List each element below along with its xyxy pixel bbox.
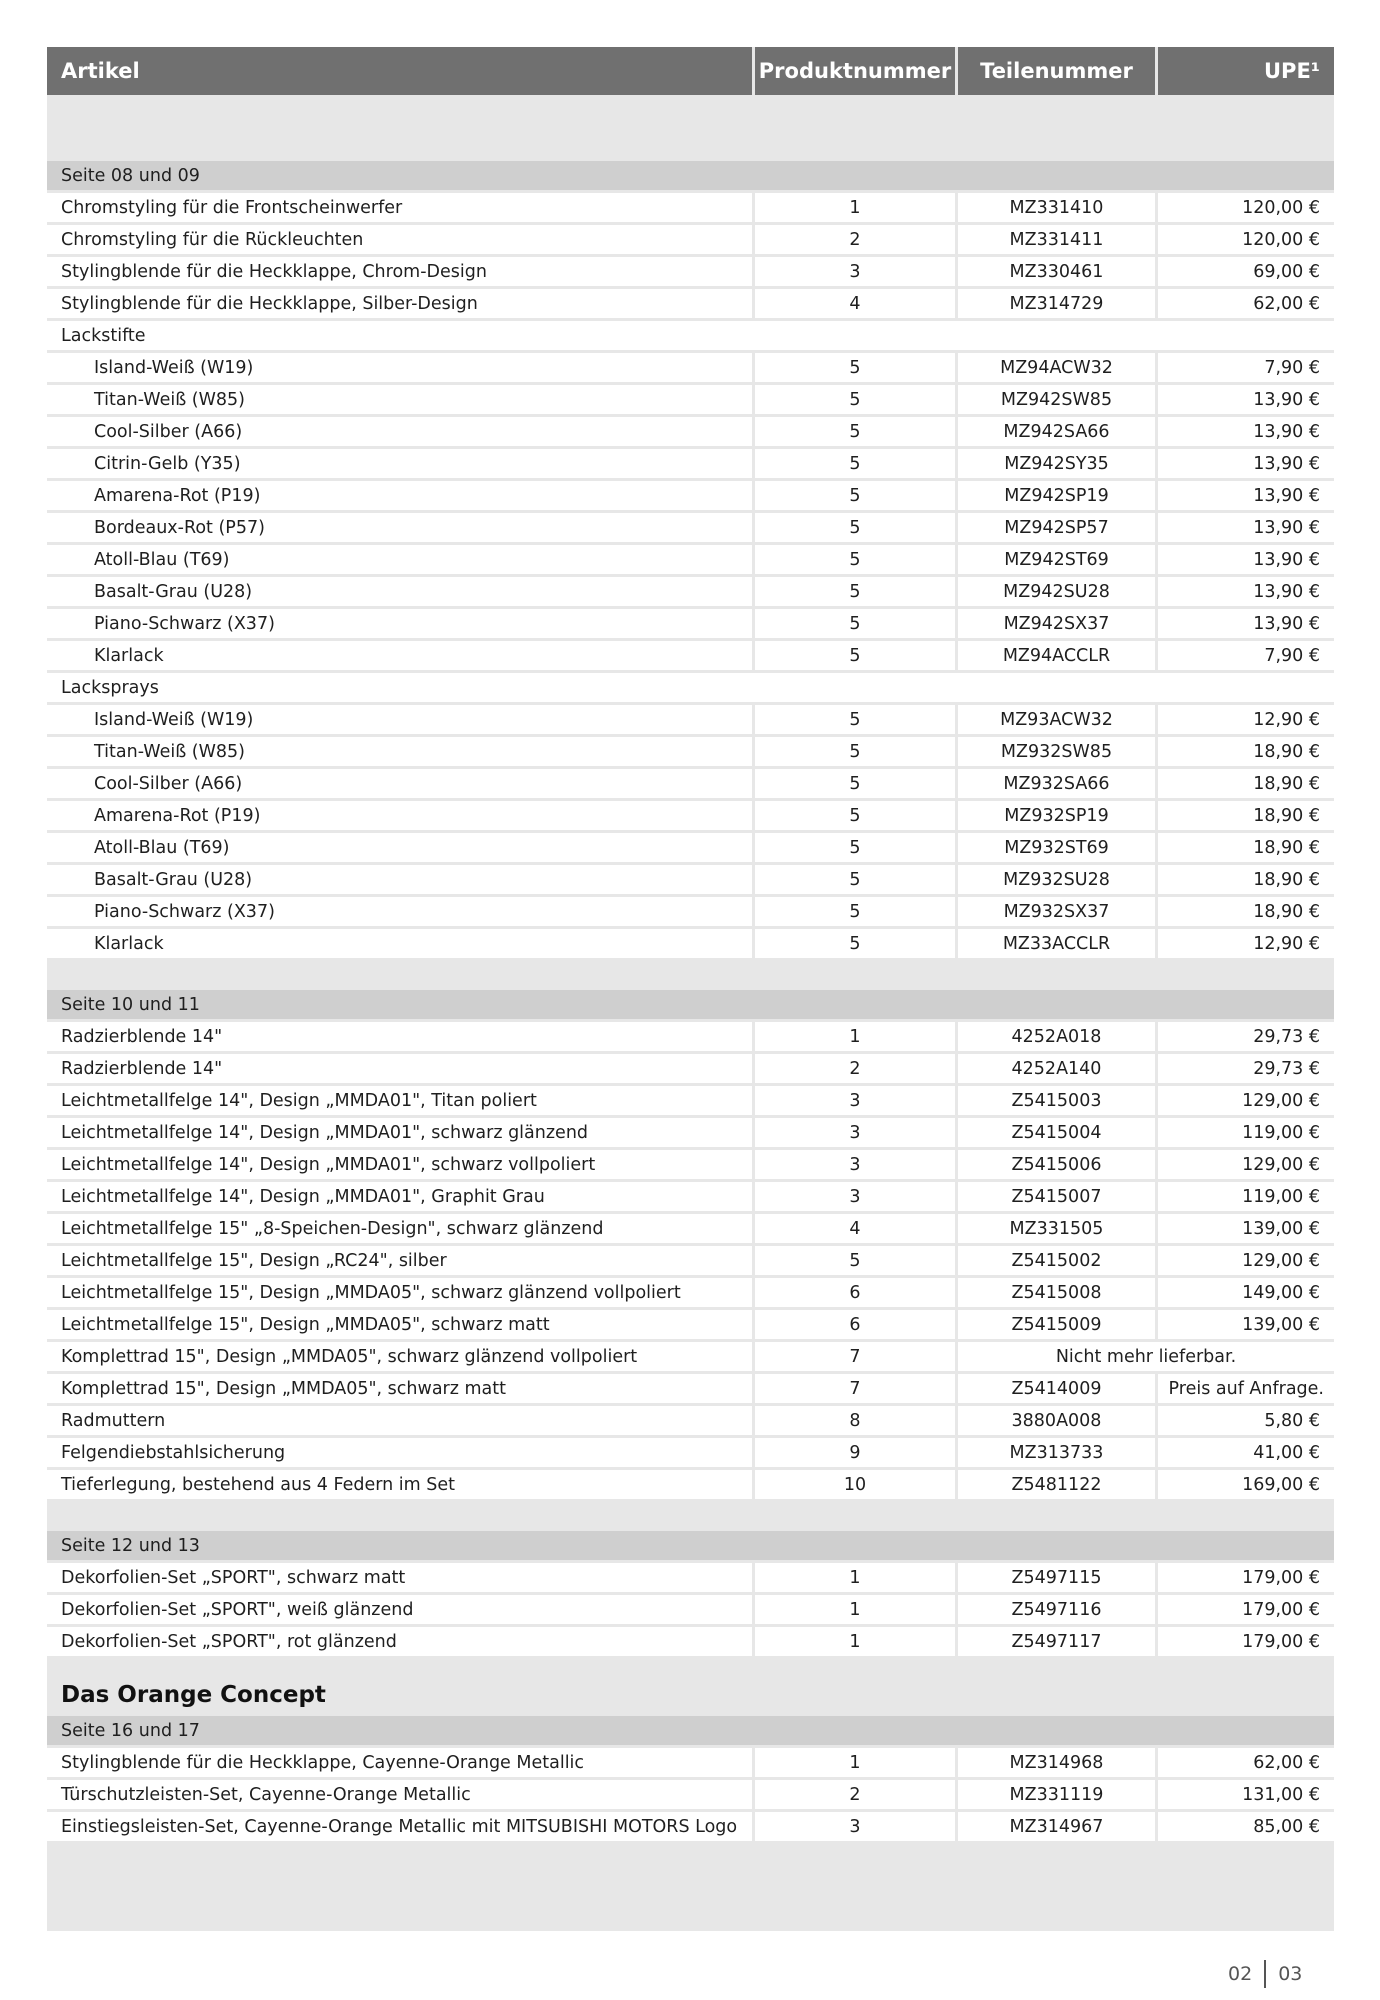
cell-upe: 12,90 €: [1158, 705, 1334, 734]
cell-artikel: Piano-Schwarz (X37): [47, 897, 752, 926]
table-row: [47, 1022, 1334, 1051]
cell-upe: 13,90 €: [1158, 385, 1334, 414]
cell-produktnummer: 5: [755, 513, 955, 542]
cell-teilenummer: Z5415007: [958, 1182, 1155, 1211]
cell-produktnummer: 2: [755, 225, 955, 254]
cell-upe: 18,90 €: [1158, 801, 1334, 830]
cell-artikel: Leichtmetallfelge 15", Design „MMDA05", schwarz glänzend vollpoliert: [47, 1278, 752, 1307]
section-gap: [47, 1499, 1334, 1531]
cell-produktnummer: 7: [755, 1374, 955, 1403]
cell-artikel: Atoll-Blau (T69): [47, 545, 752, 574]
cell-teilenummer: MZ94ACCLR: [958, 641, 1155, 670]
cell-upe: 18,90 €: [1158, 737, 1334, 766]
cell-artikel: Chromstyling für die Frontscheinwerfer: [47, 193, 752, 222]
cell-teilenummer: Z5415002: [958, 1246, 1155, 1275]
table-row: [47, 641, 1334, 670]
cell-teilenummer: MZ942SP57: [958, 513, 1155, 542]
cell-upe: 62,00 €: [1158, 1748, 1334, 1777]
table-row: [47, 1374, 1334, 1403]
cell-teilenummer: Z5481122: [958, 1470, 1155, 1499]
cell-produktnummer: 7: [755, 1342, 955, 1371]
cell-produktnummer: 3: [755, 1150, 955, 1179]
cell-upe: 169,00 €: [1158, 1470, 1334, 1499]
table-row: [47, 1086, 1334, 1115]
table-row: [47, 385, 1334, 414]
page-numbers: [1228, 1960, 1302, 1988]
section-title: Seite 12 und 13: [47, 1531, 1334, 1560]
cell-teilenummer: MZ331505: [958, 1214, 1155, 1243]
table-row: [47, 481, 1334, 510]
table-row: [47, 1563, 1334, 1592]
cell-upe: 13,90 €: [1158, 449, 1334, 478]
cell-upe: 129,00 €: [1158, 1150, 1334, 1179]
cell-produktnummer: 1: [755, 1748, 955, 1777]
cell-teilenummer: MZ330461: [958, 257, 1155, 286]
section-title: Seite 10 und 11: [47, 990, 1334, 1019]
cell-artikel: Radmuttern: [47, 1406, 752, 1435]
cell-teilenummer: MZ94ACW32: [958, 353, 1155, 382]
cell-teilenummer: MZ314967: [958, 1812, 1155, 1841]
cell-upe: 179,00 €: [1158, 1627, 1334, 1656]
cell-teilenummer: MZ942SX37: [958, 609, 1155, 638]
table-row: [47, 1342, 1334, 1371]
cell-produktnummer: 1: [755, 1627, 955, 1656]
cell-produktnummer: 6: [755, 1278, 955, 1307]
cell-upe: 29,73 €: [1158, 1022, 1334, 1051]
cell-upe: 119,00 €: [1158, 1182, 1334, 1211]
cell-produktnummer: 3: [755, 257, 955, 286]
table-row: [47, 769, 1334, 798]
table-footer-gap: [47, 1841, 1334, 1931]
cell-teilenummer: MZ331119: [958, 1780, 1155, 1809]
cell-artikel: Dekorfolien-Set „SPORT", weiß glänzend: [47, 1595, 752, 1624]
cell-produktnummer: 5: [755, 481, 955, 510]
table-row: [47, 193, 1334, 222]
cell-produktnummer: 5: [755, 897, 955, 926]
cell-upe: 131,00 €: [1158, 1780, 1334, 1809]
cell-produktnummer: 8: [755, 1406, 955, 1435]
cell-availability-note: Nicht mehr lieferbar.: [958, 1342, 1334, 1371]
table-row: [47, 225, 1334, 254]
cell-produktnummer: 5: [755, 577, 955, 606]
page-number-right: 03: [1278, 1963, 1303, 1985]
cell-teilenummer: MZ942SP19: [958, 481, 1155, 510]
table-row: [47, 289, 1334, 318]
cell-artikel: Stylingblende für die Heckklappe, Chrom-Design: [47, 257, 752, 286]
table-row: [47, 1812, 1334, 1841]
header-upe: UPE¹: [1264, 59, 1320, 83]
table-row: [47, 449, 1334, 478]
table-row: [47, 545, 1334, 574]
cell-teilenummer: Z5497116: [958, 1595, 1155, 1624]
cell-artikel: Komplettrad 15", Design „MMDA05", schwarz matt: [47, 1374, 752, 1403]
cell-produktnummer: 1: [755, 1563, 955, 1592]
group-label: Lacksprays: [47, 673, 1334, 702]
cell-artikel: Tieferlegung, bestehend aus 4 Federn im Set: [47, 1470, 752, 1499]
cell-upe: 13,90 €: [1158, 545, 1334, 574]
cell-produktnummer: 5: [755, 769, 955, 798]
table-row: [47, 1748, 1334, 1777]
cell-artikel: Leichtmetallfelge 14", Design „MMDA01", schwarz glänzend: [47, 1118, 752, 1147]
cell-artikel: Amarena-Rot (P19): [47, 801, 752, 830]
table-row: [47, 929, 1334, 958]
cell-produktnummer: 5: [755, 609, 955, 638]
table-row: [47, 737, 1334, 766]
cell-artikel: Radzierblende 14": [47, 1022, 752, 1051]
cell-upe: 129,00 €: [1158, 1086, 1334, 1115]
cell-artikel: Komplettrad 15", Design „MMDA05", schwarz glänzend vollpoliert: [47, 1342, 752, 1371]
header-teilenummer: Teilenummer: [958, 47, 1158, 95]
cell-teilenummer: MZ942SU28: [958, 577, 1155, 606]
cell-upe: 119,00 €: [1158, 1118, 1334, 1147]
table-row: [47, 1310, 1334, 1339]
cell-upe: 139,00 €: [1158, 1214, 1334, 1243]
section-title: Seite 08 und 09: [47, 161, 1334, 190]
table-row: [47, 833, 1334, 862]
cell-teilenummer: Z5415008: [958, 1278, 1155, 1307]
cell-produktnummer: 5: [755, 417, 955, 446]
cell-upe: 7,90 €: [1158, 641, 1334, 670]
cell-teilenummer: MZ331411: [958, 225, 1155, 254]
cell-artikel: Titan-Weiß (W85): [47, 385, 752, 414]
section-title: Seite 16 und 17: [47, 1716, 1334, 1745]
section-gap: [47, 958, 1334, 990]
cell-upe: 13,90 €: [1158, 609, 1334, 638]
table-row: [47, 257, 1334, 286]
table-row: [47, 1627, 1334, 1656]
cell-artikel: Felgendiebstahlsicherung: [47, 1438, 752, 1467]
cell-produktnummer: 5: [755, 353, 955, 382]
cell-teilenummer: MZ314968: [958, 1748, 1155, 1777]
cell-artikel: Bordeaux-Rot (P57): [47, 513, 752, 542]
cell-artikel: Einstiegsleisten-Set, Cayenne-Orange Metallic mit MITSUBISHI MOTORS Logo: [47, 1812, 752, 1841]
cell-artikel: Citrin-Gelb (Y35): [47, 449, 752, 478]
cell-artikel: Leichtmetallfelge 14", Design „MMDA01", schwarz vollpoliert: [47, 1150, 752, 1179]
cell-produktnummer: 2: [755, 1780, 955, 1809]
table-row: [47, 1054, 1334, 1083]
cell-upe: 5,80 €: [1158, 1406, 1334, 1435]
cell-teilenummer: 3880A008: [958, 1406, 1155, 1435]
cell-produktnummer: 5: [755, 865, 955, 894]
cell-artikel: Leichtmetallfelge 14", Design „MMDA01", Graphit Grau: [47, 1182, 752, 1211]
sections: [47, 161, 1334, 1656]
table-row: [47, 1595, 1334, 1624]
cell-artikel: Leichtmetallfelge 14", Design „MMDA01", Titan poliert: [47, 1086, 752, 1115]
cell-artikel: Amarena-Rot (P19): [47, 481, 752, 510]
orange-concept-heading: Das Orange Concept: [61, 1682, 326, 1708]
cell-teilenummer: MZ932SP19: [958, 801, 1155, 830]
cell-teilenummer: Z5415006: [958, 1150, 1155, 1179]
cell-artikel: Basalt-Grau (U28): [47, 577, 752, 606]
cell-upe: 69,00 €: [1158, 257, 1334, 286]
cell-produktnummer: 5: [755, 833, 955, 862]
cell-upe: 13,90 €: [1158, 577, 1334, 606]
cell-artikel: Cool-Silber (A66): [47, 769, 752, 798]
cell-teilenummer: Z5415009: [958, 1310, 1155, 1339]
table-row: [47, 801, 1334, 830]
cell-produktnummer: 2: [755, 1054, 955, 1083]
cell-teilenummer: MZ932ST69: [958, 833, 1155, 862]
table-row: [47, 353, 1334, 382]
cell-teilenummer: MZ314729: [958, 289, 1155, 318]
cell-produktnummer: 1: [755, 1022, 955, 1051]
cell-teilenummer: 4252A140: [958, 1054, 1155, 1083]
page-separator: [1264, 1960, 1266, 1988]
cell-produktnummer: 10: [755, 1470, 955, 1499]
cell-produktnummer: 6: [755, 1310, 955, 1339]
cell-teilenummer: MZ93ACW32: [958, 705, 1155, 734]
cell-artikel: Dekorfolien-Set „SPORT", rot glänzend: [47, 1627, 752, 1656]
cell-upe: 7,90 €: [1158, 353, 1334, 382]
cell-artikel: Chromstyling für die Rückleuchten: [47, 225, 752, 254]
cell-produktnummer: 3: [755, 1118, 955, 1147]
cell-upe: 41,00 €: [1158, 1438, 1334, 1467]
price-table: [47, 47, 1334, 1931]
table-row: [47, 1406, 1334, 1435]
cell-produktnummer: 5: [755, 1246, 955, 1275]
cell-artikel: Leichtmetallfelge 15", Design „MMDA05", schwarz matt: [47, 1310, 752, 1339]
cell-artikel: Dekorfolien-Set „SPORT", schwarz matt: [47, 1563, 752, 1592]
table-row: [47, 1150, 1334, 1179]
cell-produktnummer: 5: [755, 705, 955, 734]
cell-upe: Preis auf Anfrage.: [1158, 1374, 1334, 1403]
cell-upe: 13,90 €: [1158, 417, 1334, 446]
cell-upe: 18,90 €: [1158, 769, 1334, 798]
cell-teilenummer: MZ932SA66: [958, 769, 1155, 798]
cell-artikel: Klarlack: [47, 929, 752, 958]
cell-teilenummer: Z5497117: [958, 1627, 1155, 1656]
cell-produktnummer: 5: [755, 385, 955, 414]
table-row: [47, 1246, 1334, 1275]
cell-teilenummer: MZ932SW85: [958, 737, 1155, 766]
orange-section: [47, 1716, 1334, 1841]
table-row: [47, 1438, 1334, 1467]
header-artikel: Artikel: [47, 47, 755, 95]
table-row: [47, 609, 1334, 638]
cell-upe: 179,00 €: [1158, 1595, 1334, 1624]
cell-produktnummer: 1: [755, 193, 955, 222]
group-label: Lackstifte: [47, 321, 1334, 350]
cell-produktnummer: 3: [755, 1812, 955, 1841]
cell-teilenummer: MZ932SU28: [958, 865, 1155, 894]
cell-teilenummer: Z5415003: [958, 1086, 1155, 1115]
cell-upe: 12,90 €: [1158, 929, 1334, 958]
table-row: [47, 577, 1334, 606]
cell-produktnummer: 5: [755, 929, 955, 958]
cell-upe: 18,90 €: [1158, 833, 1334, 862]
cell-upe: 62,00 €: [1158, 289, 1334, 318]
cell-upe: 179,00 €: [1158, 1563, 1334, 1592]
table-row: [47, 1470, 1334, 1499]
cell-produktnummer: 5: [755, 641, 955, 670]
cell-teilenummer: Z5415004: [958, 1118, 1155, 1147]
cell-artikel: Piano-Schwarz (X37): [47, 609, 752, 638]
cell-teilenummer: MZ932SX37: [958, 897, 1155, 926]
cell-artikel: Cool-Silber (A66): [47, 417, 752, 446]
cell-upe: 120,00 €: [1158, 225, 1334, 254]
cell-artikel: Island-Weiß (W19): [47, 353, 752, 382]
cell-teilenummer: MZ313733: [958, 1438, 1155, 1467]
cell-artikel: Klarlack: [47, 641, 752, 670]
cell-produktnummer: 3: [755, 1182, 955, 1211]
cell-artikel: Stylingblende für die Heckklappe, Cayenne-Orange Metallic: [47, 1748, 752, 1777]
cell-produktnummer: 3: [755, 1086, 955, 1115]
cell-teilenummer: MZ33ACCLR: [958, 929, 1155, 958]
cell-upe: 13,90 €: [1158, 513, 1334, 542]
cell-upe: 85,00 €: [1158, 1812, 1334, 1841]
table-row: [47, 1278, 1334, 1307]
cell-teilenummer: 4252A018: [958, 1022, 1155, 1051]
cell-teilenummer: Z5497115: [958, 1563, 1155, 1592]
cell-artikel: Island-Weiß (W19): [47, 705, 752, 734]
cell-artikel: Atoll-Blau (T69): [47, 833, 752, 862]
cell-artikel: Basalt-Grau (U28): [47, 865, 752, 894]
cell-teilenummer: MZ942ST69: [958, 545, 1155, 574]
cell-teilenummer: MZ942SW85: [958, 385, 1155, 414]
cell-produktnummer: 4: [755, 289, 955, 318]
cell-produktnummer: 5: [755, 449, 955, 478]
table-row: [47, 417, 1334, 446]
cell-artikel: Stylingblende für die Heckklappe, Silber-Design: [47, 289, 752, 318]
table-row: [47, 705, 1334, 734]
table-row: [47, 513, 1334, 542]
header-produktnummer: Produktnummer: [755, 47, 958, 95]
cell-artikel: Titan-Weiß (W85): [47, 737, 752, 766]
table-row: [47, 1780, 1334, 1809]
cell-upe: 29,73 €: [1158, 1054, 1334, 1083]
cell-teilenummer: Z5414009: [958, 1374, 1155, 1403]
table-row: [47, 897, 1334, 926]
cell-produktnummer: 5: [755, 545, 955, 574]
cell-upe: 129,00 €: [1158, 1246, 1334, 1275]
cell-teilenummer: MZ942SA66: [958, 417, 1155, 446]
cell-upe: 18,90 €: [1158, 897, 1334, 926]
cell-produktnummer: 5: [755, 737, 955, 766]
table-row: [47, 1214, 1334, 1243]
table-row: [47, 1118, 1334, 1147]
table-header: [47, 47, 1334, 95]
cell-upe: 120,00 €: [1158, 193, 1334, 222]
cell-upe: 13,90 €: [1158, 481, 1334, 510]
header-gap: [47, 95, 1334, 161]
cell-artikel: Radzierblende 14": [47, 1054, 752, 1083]
cell-produktnummer: 1: [755, 1595, 955, 1624]
cell-artikel: Leichtmetallfelge 15", Design „RC24", silber: [47, 1246, 752, 1275]
cell-produktnummer: 9: [755, 1438, 955, 1467]
cell-upe: 18,90 €: [1158, 865, 1334, 894]
table-row: [47, 1182, 1334, 1211]
cell-upe: 139,00 €: [1158, 1310, 1334, 1339]
page-number-left: 02: [1228, 1963, 1253, 1985]
cell-produktnummer: 4: [755, 1214, 955, 1243]
cell-teilenummer: MZ942SY35: [958, 449, 1155, 478]
table-row: [47, 865, 1334, 894]
cell-artikel: Leichtmetallfelge 15" „8-Speichen-Design", schwarz glänzend: [47, 1214, 752, 1243]
cell-upe: 149,00 €: [1158, 1278, 1334, 1307]
cell-artikel: Türschutzleisten-Set, Cayenne-Orange Metallic: [47, 1780, 752, 1809]
cell-produktnummer: 5: [755, 801, 955, 830]
cell-teilenummer: MZ331410: [958, 193, 1155, 222]
